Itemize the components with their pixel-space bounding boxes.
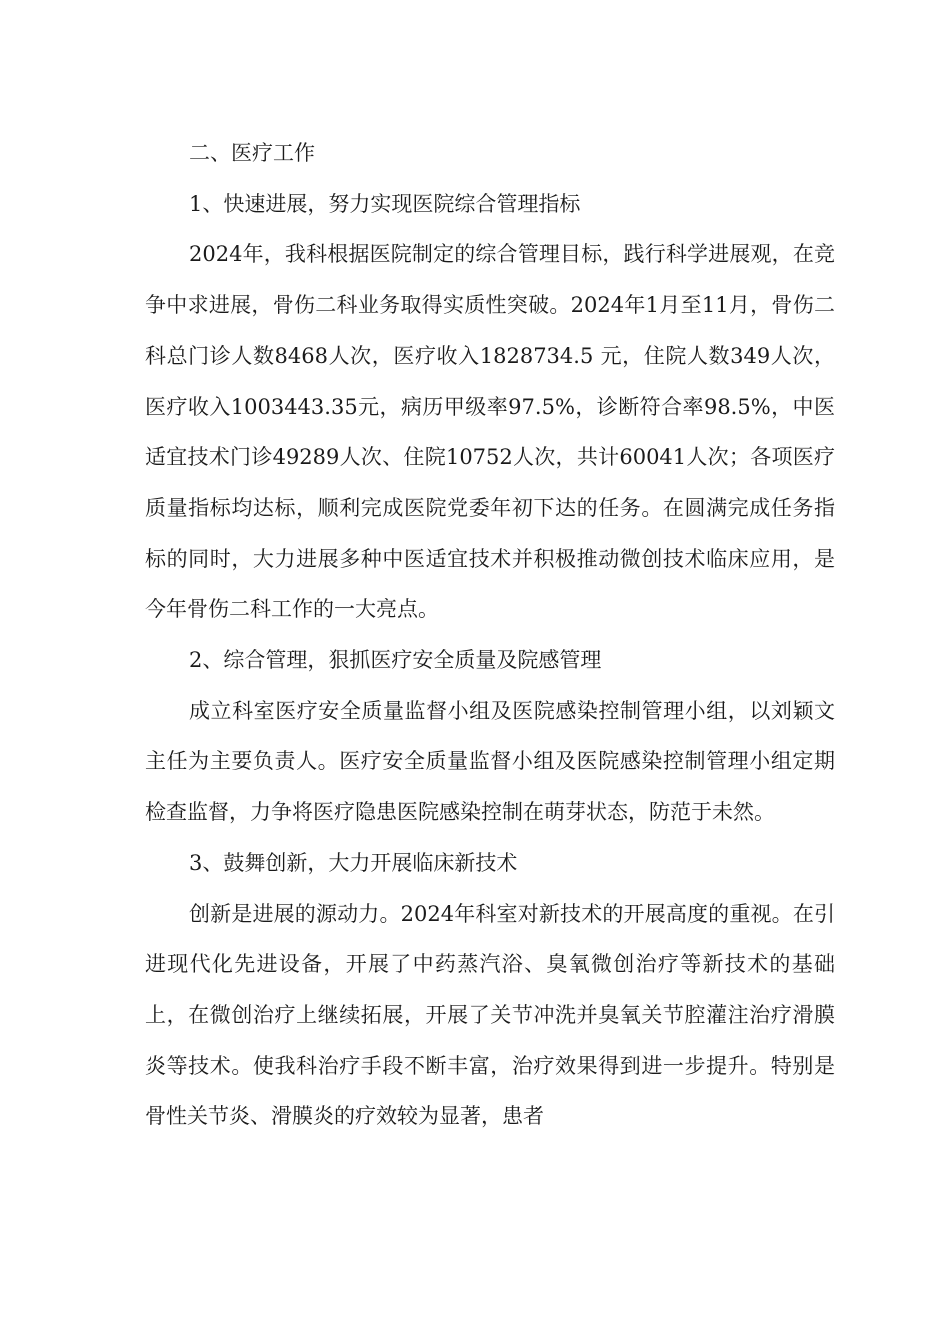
subsection-heading-1: 1、快速进展，努力实现医院综合管理指标: [189, 191, 581, 216]
paragraph-2: 成立科室医疗安全质量监督小组及医院感染控制管理小组，以刘颖文主任为主要负责人。医疗安全质量监督小组及医院感染控制管理小组定期检查监督，力争将医疗隐患医院感染控制在萌芽状态，防范于未然。: [145, 698, 835, 825]
subsection-heading-2: 2、综合管理，狠抓医疗安全质量及院感管理: [189, 648, 602, 673]
subsection-heading-3: 3、鼓舞创新，大力开展临床新技术: [189, 850, 518, 875]
section-title: 二、医疗工作: [189, 141, 315, 165]
paragraph-3: 创新是进展的源动力。2024年科室对新技术的开展高度的重视。在引进现代化先进设备，开展了中药蒸汽浴、臭氧微创治疗等新技术的基础上，在微创治疗上继续拓展，开展了关节冲洗并臭氧关节腔灌注治疗滑膜炎等技术。使我科治疗手段不断丰富，治疗效果得到进一步提升。特别是骨性关节炎、滑膜炎的疗效较为显著，患者: [145, 901, 835, 1129]
paragraph-1: 2024年，我科根据医院制定的综合管理目标，践行科学进展观，在竞争中求进展，骨伤二科业务取得实质性突破。2024年1月至11月，骨伤二科总门诊人数8468人次，医疗收入1828734.5 元，住院人数349人次，医疗收入1003443.35元，病历甲级率97.5%，诊断符合率98.5%，中医适宜技术门诊49289人次、住院10752人次，共计60041人次；各项医疗质量指标均达标，顺利完成医院党委年初下达的任务。在圆满完成任务指标的同时，大力进展多种中医适宜技术并积极推动微创技术临床应用，是今年骨伤二科工作的一大亮点。: [145, 242, 835, 622]
document-body: [145, 128, 835, 1142]
